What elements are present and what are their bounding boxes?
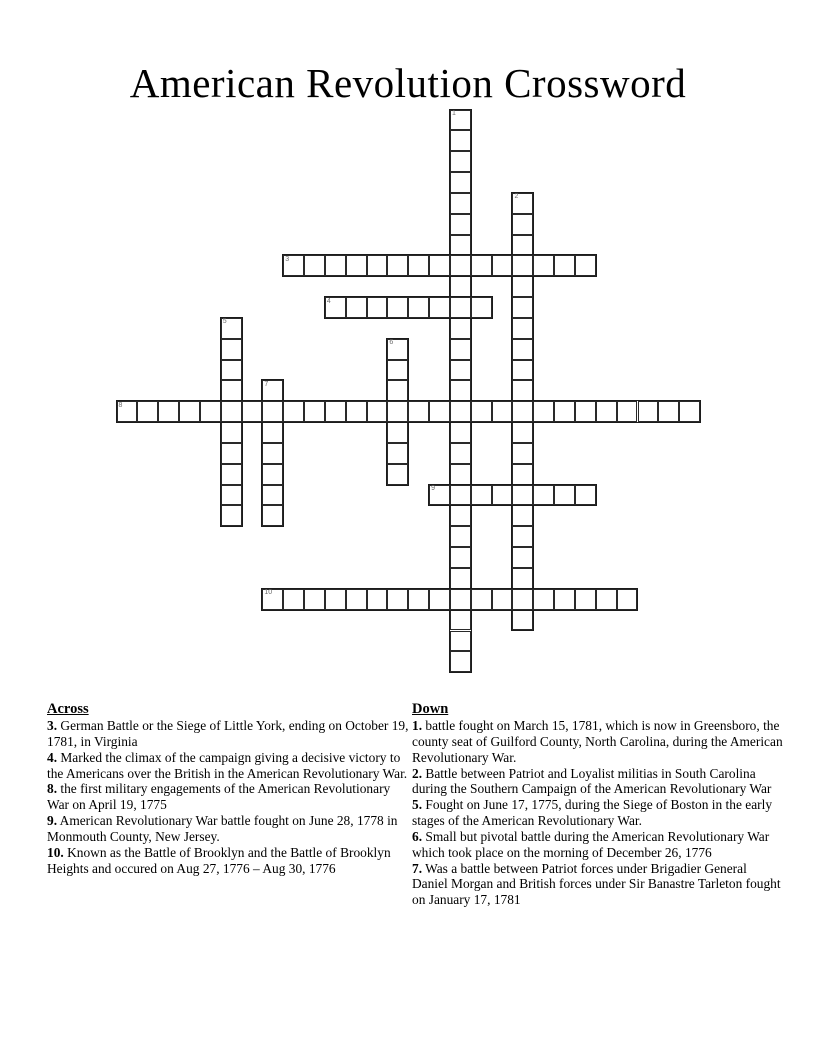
crossword-cell[interactable]	[367, 297, 388, 318]
crossword-cell[interactable]	[450, 151, 471, 172]
crossword-cell[interactable]	[533, 401, 554, 422]
down-clue-1: 1. battle fought on March 15, 1781, which is now in Greensboro, the county seat of Guilford County, North Carolina, during the American Revolutionary War.	[412, 718, 783, 765]
crossword-cell[interactable]	[512, 526, 533, 547]
crossword-cell[interactable]	[387, 255, 408, 276]
crossword-cell[interactable]	[450, 214, 471, 235]
crossword-cell[interactable]	[471, 255, 492, 276]
cell-number: 5	[222, 318, 227, 326]
crossword-cell[interactable]	[346, 297, 367, 318]
down-clue-5: 5. Fought on June 17, 1775, during the Siege of Boston in the early stages of the American Revolutionary War.	[412, 797, 773, 829]
crossword-cell[interactable]	[221, 505, 242, 526]
crossword-cell[interactable]	[429, 401, 450, 422]
crossword-cell[interactable]	[471, 589, 492, 610]
crossword-cell[interactable]	[533, 589, 554, 610]
cell-number: 3	[285, 255, 290, 263]
crossword-cell[interactable]	[450, 276, 471, 297]
clue-number: 9.	[47, 813, 58, 829]
crossword-cell[interactable]	[512, 610, 533, 631]
crossword-cell[interactable]	[512, 276, 533, 297]
crossword-cell[interactable]	[575, 401, 596, 422]
word-9-across	[428, 484, 597, 507]
crossword-cell[interactable]	[450, 339, 471, 360]
crossword-cell[interactable]	[450, 360, 471, 381]
crossword-cell[interactable]	[367, 255, 388, 276]
crossword-cell[interactable]	[638, 401, 659, 422]
crossword-cell[interactable]	[450, 443, 471, 464]
across-clues-section	[47, 701, 411, 947]
crossword-cell[interactable]	[450, 401, 471, 422]
crossword-cell[interactable]	[575, 485, 596, 506]
clue-number: 1.	[412, 718, 423, 733]
clue-number: 3.	[47, 718, 58, 733]
word-3-across	[282, 254, 597, 277]
crossword-cell[interactable]	[387, 422, 408, 443]
crossword-cell[interactable]	[512, 401, 533, 422]
crossword-cell[interactable]	[450, 193, 471, 214]
crossword-cell[interactable]	[512, 589, 533, 610]
crossword-cell[interactable]	[221, 360, 242, 381]
crossword-cell[interactable]	[387, 443, 408, 464]
crossword-cell[interactable]	[658, 401, 679, 422]
cell-number: 2	[514, 193, 519, 201]
crossword-cell[interactable]	[408, 589, 429, 610]
crossword-cell[interactable]	[429, 589, 450, 610]
crossword-cell[interactable]	[450, 318, 471, 339]
crossword-cell[interactable]	[262, 443, 283, 464]
crossword-cell[interactable]	[325, 589, 346, 610]
crossword-cell[interactable]	[387, 360, 408, 381]
crossword-cell[interactable]	[512, 339, 533, 360]
down-clue-7: 7. Was a battle between Patriot forces under Brigadier General Daniel Morgan and British forces under Sir Banastre Tarleton fought on January 17, 1781	[412, 860, 781, 908]
crossword-cell[interactable]	[596, 401, 617, 422]
word-4-across	[324, 296, 493, 319]
crossword-cell[interactable]	[450, 589, 471, 610]
cell-number: 6	[389, 339, 394, 347]
cell-number: 7	[264, 380, 269, 388]
across-clue-list	[47, 718, 411, 876]
crossword-cell[interactable]	[262, 485, 283, 506]
crossword-cell[interactable]	[158, 401, 179, 422]
crossword-cell[interactable]	[512, 380, 533, 401]
crossword-cell[interactable]	[554, 485, 575, 506]
crossword-cell[interactable]	[512, 255, 533, 276]
word-10-across	[261, 588, 638, 611]
crossword-cell[interactable]	[450, 631, 471, 652]
crossword-cell[interactable]	[325, 255, 346, 276]
crossword-cell[interactable]	[408, 255, 429, 276]
crossword-cell[interactable]	[512, 464, 533, 485]
crossword-cell[interactable]	[387, 380, 408, 401]
crossword-cell[interactable]	[262, 422, 283, 443]
crossword-cell[interactable]	[617, 589, 638, 610]
crossword-cell[interactable]	[450, 255, 471, 276]
crossword-cell[interactable]	[512, 318, 533, 339]
down-header: Down	[412, 701, 449, 717]
across-clue-10: 10. Known as the Battle of Brooklyn and the Battle of Brooklyn Heights and occured on Aug 27, 1776 – Aug 30, 1776	[47, 844, 391, 876]
crossword-cell[interactable]	[512, 422, 533, 443]
across-clue-3: 3. German Battle or the Siege of Little York, ending on October 19, 1781, in Virginia	[47, 718, 409, 749]
crossword-cell[interactable]	[450, 172, 471, 193]
crossword-cell[interactable]	[512, 235, 533, 256]
crossword-cell[interactable]	[512, 297, 533, 318]
crossword-cell[interactable]	[596, 589, 617, 610]
crossword-cell[interactable]	[554, 255, 575, 276]
crossword-cell[interactable]	[283, 401, 304, 422]
crossword-cell[interactable]	[367, 589, 388, 610]
cell-number: 9	[431, 485, 435, 493]
clue-number: 4.	[47, 749, 58, 765]
crossword-cell[interactable]	[304, 255, 325, 276]
page-title: American Revolution Crossword	[129, 60, 687, 107]
crossword-cell[interactable]	[512, 547, 533, 568]
crossword-cell[interactable]	[512, 360, 533, 381]
down-clue-6: 6. Small but pivotal battle during the American Revolutionary War which took place on the morning of December 26, 1776	[412, 828, 770, 860]
crossword-cell[interactable]	[221, 422, 242, 443]
across-header: Across	[47, 701, 89, 717]
cell-number: 10	[264, 589, 273, 597]
crossword-cell[interactable]	[450, 297, 471, 318]
crossword-cell[interactable]	[262, 464, 283, 485]
crossword-cell[interactable]	[262, 505, 283, 526]
crossword-cell[interactable]	[450, 547, 471, 568]
crossword-cell[interactable]	[408, 297, 429, 318]
crossword-cell[interactable]	[450, 505, 471, 526]
crossword-cell[interactable]	[304, 589, 325, 610]
down-clue-list	[412, 718, 783, 908]
crossword-cell[interactable]	[346, 401, 367, 422]
cell-number: 8	[118, 401, 123, 409]
crossword-cell[interactable]	[325, 401, 346, 422]
crossword-cell[interactable]	[575, 255, 596, 276]
crossword-cell[interactable]	[137, 401, 158, 422]
crossword-cell[interactable]	[471, 401, 492, 422]
crossword-cell[interactable]	[554, 589, 575, 610]
crossword-cell[interactable]	[492, 485, 513, 506]
down-clue-2: 2. Battle between Patriot and Loyalist militias in South Carolina during the Southern Campaign of the American Revolutionary War	[412, 765, 772, 797]
crossword-cell[interactable]	[367, 401, 388, 422]
crossword-cell[interactable]	[492, 401, 513, 422]
crossword-cell[interactable]	[450, 235, 471, 256]
crossword-cell[interactable]	[221, 464, 242, 485]
crossword-cell[interactable]	[450, 130, 471, 151]
crossword-cell[interactable]	[533, 485, 554, 506]
across-clue-4: 4. Marked the climax of the campaign giving a decisive victory to the Americans over the British in the American Revolutionary War.	[47, 749, 408, 781]
crossword-cell[interactable]	[492, 589, 513, 610]
crossword-cell[interactable]	[492, 255, 513, 276]
clue-number: 8.	[47, 781, 58, 797]
crossword-cell[interactable]	[262, 401, 283, 422]
crossword-cell[interactable]	[221, 443, 242, 464]
across-clue-9: 9. American Revolutionary War battle fought on June 28, 1778 in Monmouth County, New Jersey.	[47, 813, 398, 844]
crossword-grid	[117, 110, 701, 673]
crossword-cell[interactable]	[408, 401, 429, 422]
across-clue-8: 8. the first military engagements of the American Revolutionary War on April 19, 1775	[47, 781, 391, 813]
crossword-cell[interactable]	[617, 401, 638, 422]
crossword-cell[interactable]	[512, 505, 533, 526]
crossword-cell[interactable]	[450, 464, 471, 485]
clue-number: 10.	[47, 844, 64, 860]
crossword-cell[interactable]	[387, 297, 408, 318]
crossword-cell[interactable]	[221, 380, 242, 401]
clue-number: 7.	[412, 860, 423, 876]
crossword-cell[interactable]	[512, 443, 533, 464]
crossword-cell[interactable]	[200, 401, 221, 422]
clue-number: 6.	[412, 828, 423, 844]
crossword-cell[interactable]	[575, 589, 596, 610]
crossword-cell[interactable]	[429, 255, 450, 276]
crossword-cell[interactable]	[450, 485, 471, 506]
crossword-cell[interactable]	[450, 422, 471, 443]
crossword-cell[interactable]	[304, 401, 325, 422]
crossword-cell[interactable]	[242, 401, 263, 422]
crossword-cell[interactable]	[512, 485, 533, 506]
crossword-cell[interactable]	[387, 464, 408, 485]
crossword-cell[interactable]	[179, 401, 200, 422]
word-8-across	[116, 400, 702, 423]
crossword-cell[interactable]	[512, 214, 533, 235]
clue-number: 5.	[412, 797, 423, 813]
crossword-cell[interactable]	[471, 297, 492, 318]
crossword-cell[interactable]	[387, 401, 408, 422]
down-clues-section	[412, 701, 783, 956]
crossword-cell[interactable]	[450, 610, 471, 631]
crossword-cell[interactable]	[450, 568, 471, 589]
crossword-cell[interactable]	[512, 568, 533, 589]
clue-number: 2.	[412, 765, 423, 781]
crossword-cell[interactable]	[450, 526, 471, 547]
crossword-cell[interactable]	[450, 380, 471, 401]
crossword-cell[interactable]	[221, 485, 242, 506]
cell-number: 1	[451, 110, 456, 117]
crossword-cell[interactable]	[346, 255, 367, 276]
crossword-cell[interactable]	[283, 589, 304, 610]
crossword-cell[interactable]	[471, 485, 492, 506]
crossword-cell[interactable]	[221, 401, 242, 422]
crossword-cell[interactable]	[450, 651, 471, 672]
crossword-cell[interactable]	[346, 589, 367, 610]
crossword-cell[interactable]	[679, 401, 700, 422]
crossword-cell[interactable]	[429, 297, 450, 318]
crossword-cell[interactable]	[387, 589, 408, 610]
crossword-cell[interactable]	[221, 339, 242, 360]
crossword-cell[interactable]	[554, 401, 575, 422]
crossword-cell[interactable]	[533, 255, 554, 276]
cell-number: 4	[326, 297, 331, 305]
